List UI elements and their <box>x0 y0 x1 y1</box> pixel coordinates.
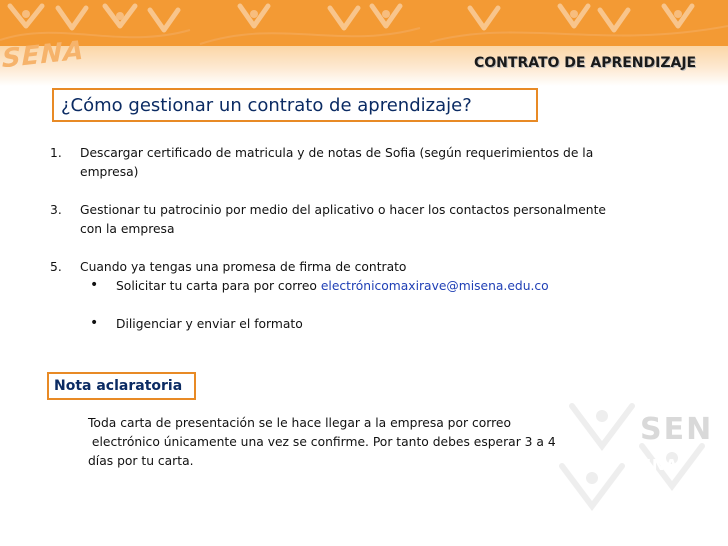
step-number: 1. <box>50 146 62 160</box>
note-line: días por tu carta. <box>88 454 194 468</box>
list-item <box>50 258 660 277</box>
note-line: electrónico únicamente una vez se confirme. Por tanto debes esperar 3 a 4 <box>88 435 556 449</box>
step-text: Descargar certificado de matricula y de notas de Sofia (según requerimientos de la <box>80 146 594 160</box>
note-label: Nota aclaratoria <box>54 378 183 394</box>
list-item <box>50 201 660 239</box>
sena-logo-line2: DE APRENDIZAJE <box>626 537 690 546</box>
step-number: 5. <box>50 260 62 274</box>
list-item <box>50 144 660 182</box>
bullet: • <box>90 277 99 293</box>
email-link[interactable]: electrónicomaxirave@misena.edu.co <box>320 279 549 293</box>
step-text: Gestionar tu patrocinio por medio del aplicativo o hacer los contactos personalmente <box>80 203 606 217</box>
step-text: Cuando ya tengas una promesa de firma de contrato <box>80 260 407 274</box>
question-title-box <box>52 88 538 122</box>
note-label-box <box>47 372 196 400</box>
sub-item-text: Solicitar tu carta para por correo <box>116 279 321 293</box>
sena-watermark-corner: SEN <box>640 412 714 447</box>
sena-logo-line1: SERVICIO NACIONAL <box>619 528 697 537</box>
sena-logo-subtitle <box>606 528 710 546</box>
note-line: Toda carta de presentación se le hace llegar a la empresa por correo <box>88 416 511 430</box>
sub-list-item <box>50 277 660 296</box>
step-number: 3. <box>50 203 62 217</box>
sena-logo-word: SENA <box>629 456 679 474</box>
sena-logo <box>606 452 710 546</box>
sub-list-item <box>50 315 660 334</box>
bullet: • <box>90 315 99 331</box>
page-header-title: CONTRATO DE APRENDIZAJE <box>474 55 697 71</box>
question-title: ¿Cómo gestionar un contrato de aprendizaje? <box>61 95 472 116</box>
header-decoration <box>0 0 728 90</box>
sub-item-text: Diligenciar y enviar el formato <box>116 317 303 331</box>
note-text <box>88 414 608 471</box>
step-text-continued: empresa) <box>80 165 139 179</box>
steps-list <box>50 144 660 334</box>
step-text-continued: con la empresa <box>80 222 175 236</box>
sena-watermark-top: SENA <box>2 35 85 75</box>
